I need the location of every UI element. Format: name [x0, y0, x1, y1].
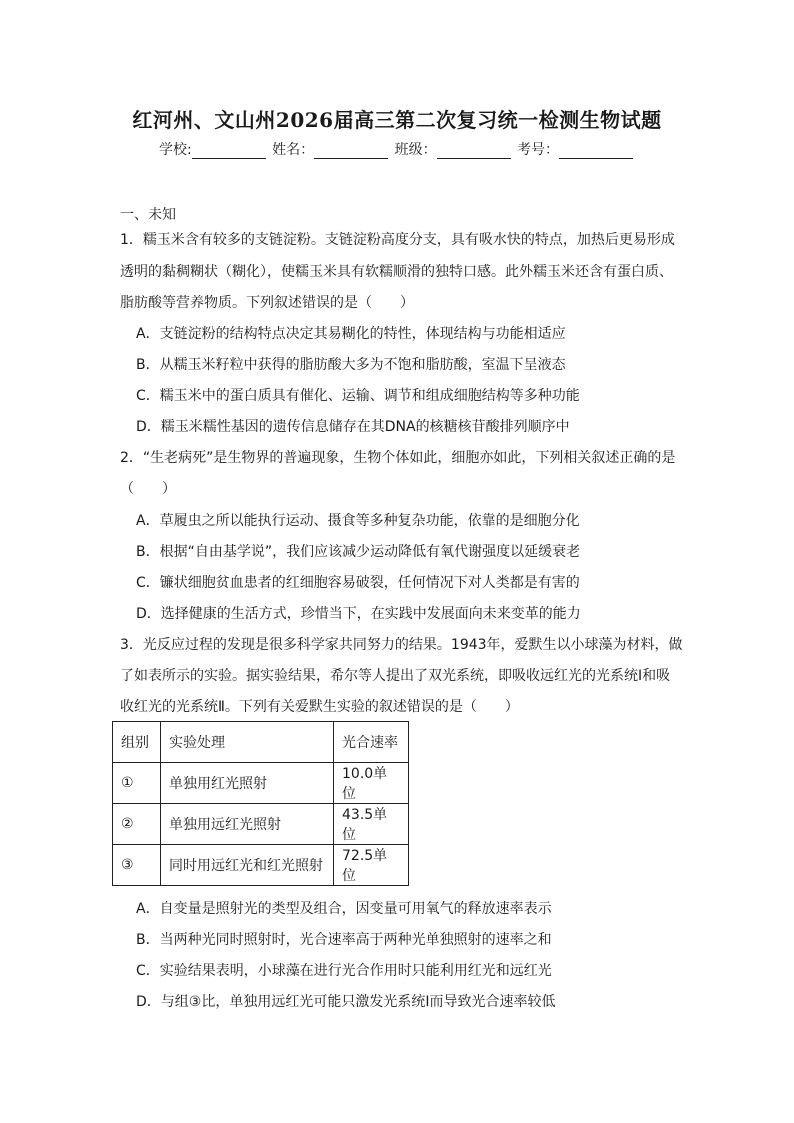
exam-no-label: 考号：	[517, 142, 560, 158]
q1-stem-line: 透明的黏稠糊状（糊化），使糯玉米具有软糯顺滑的独特口感。此外糯玉米还含有蛋白质、	[120, 264, 673, 280]
school-label: 学校:	[158, 142, 192, 158]
table-cell: ③	[113, 845, 161, 886]
q2-option-c: C．镰状细胞贫血患者的红细胞容易破裂，任何情况下对人类都是有害的	[136, 575, 580, 591]
table-row	[113, 804, 409, 845]
table-row	[113, 845, 409, 886]
q3-stem-line: 了如表所示的实验。据实验结果，希尔等人提出了双光系统，即吸收远红光的光系统Ⅰ和吸	[120, 668, 671, 684]
table-row	[113, 763, 409, 804]
table-cell: 同时用远红光和红光照射	[161, 845, 334, 886]
class-blank[interactable]	[437, 144, 511, 159]
table-header-cell: 实验处理	[161, 722, 334, 763]
table-header-cell: 组别	[113, 722, 161, 763]
table-cell: 10.0单位	[334, 763, 409, 804]
experiment-table	[112, 721, 409, 886]
table-cell: 43.5单位	[334, 804, 409, 845]
exam-title: 红河州、文山州2026届高三第二次复习统一检测生物试题	[132, 108, 662, 132]
q1-option-a: A．支链淀粉的结构特点决定其易糊化的特性，体现结构与功能相适应	[136, 326, 566, 342]
table-cell: ①	[113, 763, 161, 804]
q2-option-a: A．草履虫之所以能执行运动、摄食等多种复杂功能，依靠的是细胞分化	[136, 513, 580, 529]
student-info-line	[0, 139, 794, 159]
table-cell: ②	[113, 804, 161, 845]
q1-option-d: D．糯玉米糯性基因的遗传信息储存在其DNA的核糖核苷酸排列顺序中	[136, 419, 570, 435]
table-header-cell: 光合速率	[334, 722, 409, 763]
q1-option-b: B．从糯玉米籽粒中获得的脂肪酸大多为不饱和脂肪酸，室温下呈液态	[136, 357, 566, 373]
table-cell: 72.5单位	[334, 845, 409, 886]
name-blank[interactable]	[314, 144, 388, 159]
q3-stem-line: 收红光的光系统Ⅱ。下列有关爱默生实验的叙述错误的是（ ）	[120, 699, 519, 715]
table-cell: 单独用红光照射	[161, 763, 334, 804]
q1-stem-line: 1．糯玉米含有较多的支链淀粉。支链淀粉高度分支，具有吸水快的特点，加热后更易形成	[120, 232, 675, 248]
class-label: 班级：	[394, 142, 437, 158]
table-cell: 单独用远红光照射	[161, 804, 334, 845]
table-header-row	[113, 722, 409, 763]
q1-option-c: C．糯玉米中的蛋白质具有催化、运输、调节和组成细胞结构等多种功能	[136, 388, 580, 404]
q3-option-d: D．与组③比，单独用远红光可能只激发光系统Ⅰ而导致光合速率较低	[136, 994, 556, 1010]
q3-option-a: A．自变量是照射光的类型及组合，因变量可用氧气的释放速率表示	[136, 901, 552, 917]
section-heading: 一、未知	[120, 207, 176, 223]
q3-option-b: B．当两种光同时照射时，光合速率高于两种光单独照射的速率之和	[136, 932, 552, 948]
q2-stem-line: （ ）	[120, 481, 176, 497]
q3-stem-line: 3．光反应过程的发现是很多科学家共同努力的结果。1943年，爱默生以小球藻为材料，做	[120, 637, 683, 653]
q3-option-c: C．实验结果表明，小球藻在进行光合作用时只能利用红光和远红光	[136, 963, 552, 979]
school-blank[interactable]	[192, 144, 266, 159]
q2-option-d: D．选择健康的生活方式，珍惜当下，在实践中发展面向未来变革的能力	[136, 606, 581, 622]
q1-stem-line: 脂肪酸等营养物质。下列叙述错误的是（ ）	[120, 295, 414, 311]
q2-stem-line: 2．“生老病死”是生物界的普遍现象，生物个体如此，细胞亦如此，下列相关叙述正确的是	[120, 450, 676, 466]
q2-option-b: B．根据“自由基学说”，我们应该减少运动降低有氧代谢强度以延缓衰老	[136, 544, 581, 560]
name-label: 姓名：	[272, 142, 315, 158]
exam-no-blank[interactable]	[559, 144, 633, 159]
